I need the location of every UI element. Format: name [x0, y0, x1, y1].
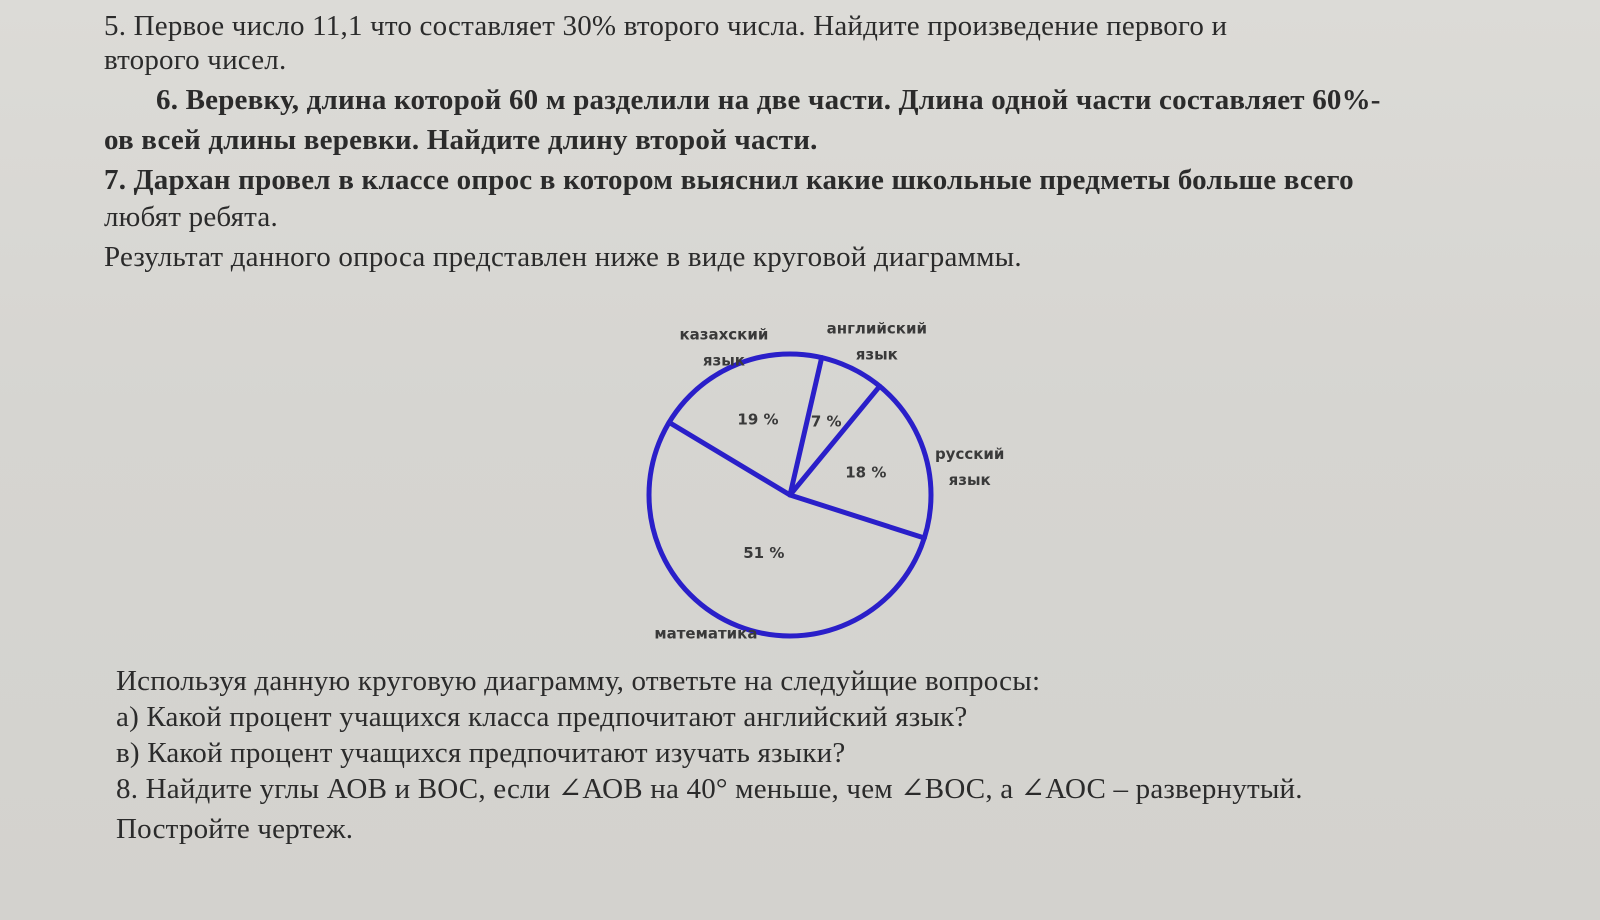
slice-category-label: английский	[826, 319, 928, 338]
problem-7-line-3: Результат данного опроса представлен ниже в виде круговой диаграммы.	[104, 241, 1022, 273]
problem-8-line-2: Постройте чертеж.	[116, 813, 354, 845]
problem-5-line-1: 5. Первое число 11,1 что составляет 30% второго числа. Найдите произведение первого и	[104, 10, 1228, 42]
problem-6-line-2: ов всей длины веревки. Найдите длину второй части.	[104, 124, 818, 156]
question-a: а) Какой процент учащихся класса предпочитают английский язык?	[116, 701, 968, 733]
problem-7-line-1: 7. Дархан провел в классе опрос в котором выяснил какие школьные предметы больше всего	[104, 164, 1354, 196]
pie-slice-boundaries	[669, 358, 924, 538]
problem-6-line-1: 6. Веревку, длина которой 60 м разделили на две части. Длина одной части составляет 60%-	[156, 84, 1381, 116]
pie-chart-svg	[580, 290, 1060, 670]
question-intro: Используя данную круговую диаграмму, ответьте на следуйщие вопросы:	[116, 665, 1041, 697]
slice-category-label: казахский	[679, 325, 769, 344]
problem-8-line-1: 8. Найдите углы АОВ и ВОС, если ∠АОВ на 40° меньше, чем ∠ВОС, а ∠АОС – развернутый.	[116, 773, 1303, 805]
question-b: в) Какой процент учащихся предпочитают изучать языки?	[116, 737, 846, 769]
slice-category-label-line-2: язык	[948, 470, 991, 489]
pie-chart	[580, 290, 1060, 670]
slice-category-label: математика	[654, 624, 758, 643]
slice-category-label: русский	[934, 444, 1005, 463]
problem-5-line-2: второго чисел.	[104, 44, 287, 76]
problem-7-line-2: любят ребята.	[104, 201, 278, 233]
slice-category-label-line-2: язык	[855, 345, 898, 364]
pie-value-labels	[737, 411, 886, 562]
slice-value-label: 18 %	[845, 463, 887, 482]
slice-value-label: 7 %	[810, 412, 842, 431]
slice-value-label: 51 %	[743, 543, 785, 562]
slice-category-label-line-2: язык	[702, 351, 745, 370]
slice-boundary-line	[669, 422, 790, 495]
slice-boundary-line	[790, 495, 924, 538]
slice-value-label: 19 %	[737, 410, 779, 429]
pie-category-labels	[654, 320, 1004, 643]
